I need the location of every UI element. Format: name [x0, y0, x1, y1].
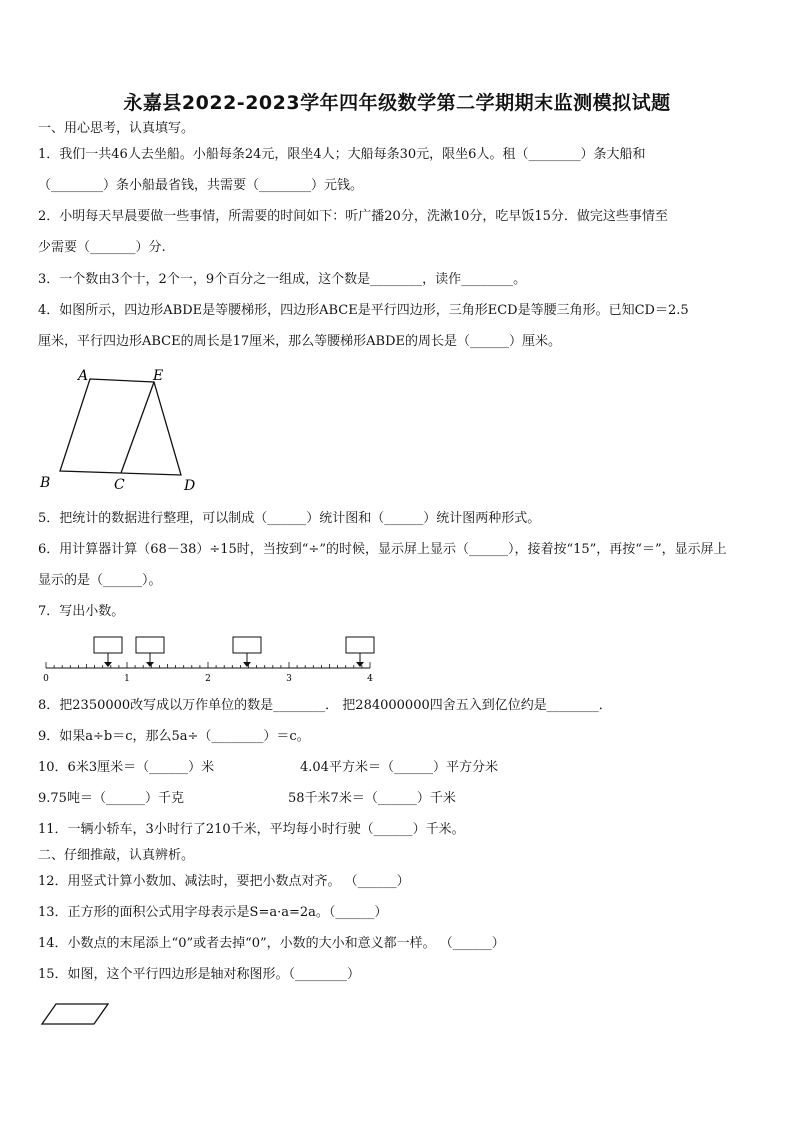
answer-box-3[interactable]: [233, 637, 261, 653]
answer-box-2[interactable]: [136, 637, 164, 653]
question-13: 13．正方形的面积公式用字母表示是S=a·a=2a。（______）: [38, 905, 388, 920]
parallelogram-outline: [42, 1004, 108, 1024]
page-title: 永嘉县2022-2023学年四年级数学第二学期期末监测模拟试题: [123, 92, 671, 114]
arrowhead-3: [243, 662, 251, 667]
number-line-tick-label: 2: [205, 674, 211, 684]
answer-box-1[interactable]: [94, 637, 122, 653]
label-e: E: [153, 368, 164, 384]
label-c: C: [114, 477, 125, 493]
question-9: 9．如果a÷b＝c，那么5a÷（________）＝c。: [38, 729, 310, 744]
number-line-tick-label: 0: [43, 674, 49, 684]
question-4-line-1: 4．如图所示，四边形ABDE是等腰梯形，四边形ABCE是平行四边形，三角形ECD是等腰三角形。已知CD＝2.5: [38, 303, 689, 318]
label-b: B: [40, 475, 51, 491]
question-1-line-1: 1．我们一共46人去坐船。小船每条24元，限坐4人；大船每条30元，限坐6人。租（________）条大船和: [38, 147, 646, 162]
answer-box-4[interactable]: [346, 637, 374, 653]
segment-ec: [121, 382, 154, 473]
question-15: 15．如图，这个平行四边形是轴对称图形。（________）: [38, 967, 361, 982]
arrowhead-4: [356, 662, 364, 667]
question-11: 11．一辆小轿车，3小时行了210千米，平均每小时行驶（______）千米。: [38, 822, 465, 837]
number-line: [36, 632, 386, 688]
label-a: A: [78, 368, 89, 384]
question-1-line-2: （________）条小船最省钱，共需要（________）元钱。: [38, 178, 364, 193]
question-8: 8．把2350000改写成以万作单位的数是________． 把284000000四舍五入到亿位约是________．: [38, 698, 612, 713]
question-10-d: 58千米7米＝（______）千米: [288, 791, 456, 806]
number-line-tick-label: 4: [367, 674, 373, 684]
trapezoid-figure: [36, 362, 206, 497]
question-6-line-2: 显示的是（______）。: [38, 573, 162, 588]
number-line-tick-label: 3: [286, 674, 292, 684]
question-2-line-1: 2．小明每天早晨要做一些事情，所需要的时间如下：听广播20分，洗漱10分，吃早饭15分．做完这些事情至: [38, 209, 668, 224]
question-10-c: 9.75吨＝（______）千克: [38, 791, 184, 806]
question-4-line-2: 厘米，平行四边形ABCE的周长是17厘米，那么等腰梯形ABDE的周长是（______）厘米。: [38, 334, 562, 349]
question-10-a: 10．6米3厘米＝（______）米: [38, 760, 215, 775]
label-d: D: [184, 478, 196, 494]
parallelogram-figure: [38, 1000, 114, 1030]
question-5: 5．把统计的数据进行整理，可以制成（______）统计图和（______）统计图两种形式。: [38, 511, 541, 526]
question-3: 3．一个数由3个十，2个一，9个百分之一组成，这个数是________，读作________。: [38, 272, 527, 287]
arrowhead-2: [146, 662, 154, 667]
question-2-line-2: 少需要（_______）分.: [38, 240, 166, 255]
question-6-line-1: 6．用计算器计算（68－38）÷15时，当按到“÷”的时候，显示屏上显示（______），接着按“15”，再按“＝”，显示屏上: [38, 542, 727, 557]
question-10-b: 4.04平方米＝（______）平方分米: [300, 760, 498, 775]
trapezoid-outline: [60, 379, 181, 475]
question-7: 7．写出小数。: [38, 604, 125, 619]
number-line-tick-label: 1: [124, 674, 130, 684]
section-heading-2: 二、仔细推敲，认真辨析。: [38, 848, 195, 863]
question-14: 14．小数点的末尾添上“0”或者去掉“0”，小数的大小和意义都一样。 （______）: [38, 936, 505, 951]
section-heading-1: 一、用心思考，认真填写。: [38, 121, 195, 136]
question-12: 12．用竖式计算小数加、减法时，要把小数点对齐。 （______）: [38, 874, 410, 889]
